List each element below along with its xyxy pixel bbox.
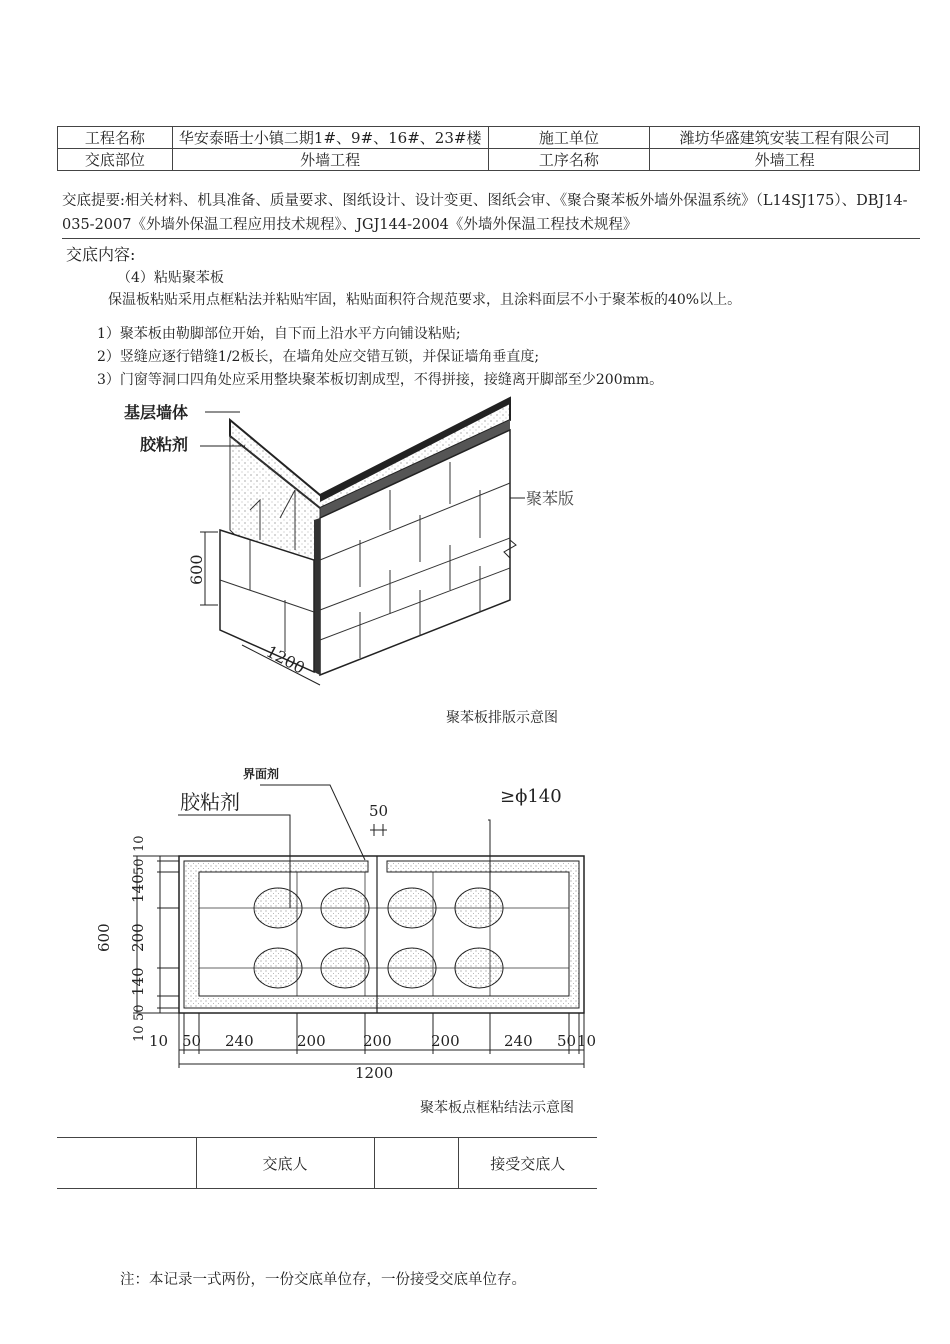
dot-frame-figure <box>85 760 625 1090</box>
dim-height-600: 600 <box>95 923 113 952</box>
signature-table <box>57 1137 597 1189</box>
header-table <box>57 126 920 171</box>
list-item: 1）聚苯板由勒脚部位开始，自下而上沿水平方向铺设粘贴; <box>97 326 461 342</box>
dim-bottom-10-right: 10 <box>577 1032 597 1050</box>
label-interface-agent: 界面剂 <box>243 767 280 781</box>
label-gap-50: 50 <box>369 802 389 820</box>
process-value: 外墙工程 <box>650 149 920 171</box>
project-name-label: 工程名称 <box>58 127 173 149</box>
dim-left-10-top: 10 <box>132 835 147 852</box>
discloser-value <box>57 1138 196 1189</box>
dim-bottom-50-left: 50 <box>182 1032 202 1050</box>
list-item: 3）门窗等洞口四角处应采用整块聚苯板切割成型，不得拼接，接缝离开脚部至少200mm。 <box>97 372 664 388</box>
process-label: 工序名称 <box>488 149 650 171</box>
dim-bottom-10-left: 10 <box>149 1032 169 1050</box>
dim-bottom-200-b: 200 <box>363 1032 392 1050</box>
contractor-value: 潍坊华盛建筑安装工程有限公司 <box>650 127 920 149</box>
list-item: 2）竖缝应逐行错缝1/2板长，在墙角处应交错互锁，并保证墙角垂直度; <box>97 349 540 365</box>
dim-total-1200: 1200 <box>355 1064 394 1082</box>
dim-left-140-bottom: 140 <box>129 967 147 996</box>
dim-left-140-top: 140 <box>129 874 147 903</box>
discloser-label: 交底人 <box>196 1138 374 1189</box>
contractor-label: 施工单位 <box>488 127 650 149</box>
receiver-label: 接受交底人 <box>458 1138 597 1189</box>
figure1-caption: 聚苯板排版示意图 <box>446 710 558 726</box>
dim-bottom-240-left: 240 <box>225 1032 254 1050</box>
label-dot-diameter: ≥ϕ140 <box>500 786 562 807</box>
label-adhesive: 胶粘剂 <box>180 790 240 814</box>
disclosure-brief: 交底提要:相关材料、机具准备、质量要求、图纸设计、设计变更、图纸会审、《聚合聚苯板外墙外保温系统》（L14SJ175）、DBJ14-035-2007《外墙外保温工程应用技术规程》、JGJ144-2004《外墙外保温工程技术规程》 <box>62 189 920 239</box>
dim-left-50-bottom: 50 <box>132 1004 147 1021</box>
intro-paragraph: 保温板粘贴采用点框粘法并粘贴牢固，粘贴面积符合规范要求，且涂料面层不小于聚苯板的40%以上。 <box>108 292 742 308</box>
section-heading: （4）粘贴聚苯板 <box>117 270 224 286</box>
dim-bottom-200-c: 200 <box>431 1032 460 1050</box>
figure2-caption: 聚苯板点框粘结法示意图 <box>420 1100 574 1116</box>
label-adhesive: 胶粘剂 <box>140 435 189 454</box>
label-base-wall: 基层墙体 <box>124 403 189 422</box>
board-layout-figure <box>100 390 620 700</box>
label-eps-board: 聚苯版 <box>526 489 575 508</box>
dim-bottom-240-right: 240 <box>504 1032 533 1050</box>
dim-left-200: 200 <box>129 923 147 952</box>
dim-length-1200: 1200 <box>263 641 308 678</box>
location-label: 交底部位 <box>58 149 173 171</box>
dim-bottom-50-right: 50 <box>557 1032 577 1050</box>
location-value: 外墙工程 <box>172 149 488 171</box>
content-title: 交底内容: <box>66 245 136 264</box>
dim-bottom-200-a: 200 <box>297 1032 326 1050</box>
project-name-value: 华安泰晤士小镇二期1#、9#、16#、23#楼 <box>172 127 488 149</box>
footnote: 注：本记录一式两份，一份交底单位存，一份接受交底单位存。 <box>120 1272 526 1288</box>
dim-height-600: 600 <box>187 554 206 585</box>
receiver-value <box>374 1138 458 1189</box>
dim-left-50-top: 50 <box>132 858 147 875</box>
dim-left-10-bottom: 10 <box>132 1025 147 1042</box>
